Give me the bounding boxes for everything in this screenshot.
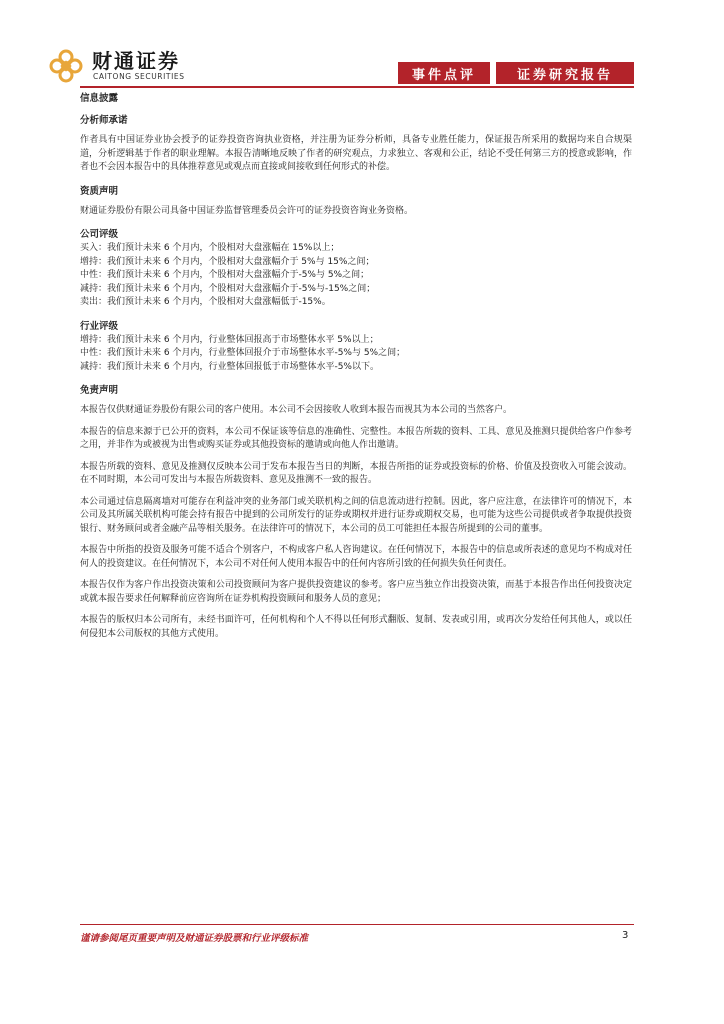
- company-rating-item: 增持：我们预计未来 6 个月内，个股相对大盘涨幅介于 5%与 15%之间；: [80, 256, 375, 267]
- disclaimer-paragraph: 本报告仅作为客户作出投资决策和公司投资顾问为客户提供投资建议的参考。客户应当独立作出投资决策，而基于本报告作出任何投资决定或就本报告要求任何解释前应咨询所在证券机构投资顾问和服务人员的意见；: [80, 580, 632, 604]
- header-divider: [80, 86, 634, 88]
- page-header: [0, 0, 724, 92]
- disclaimer-paragraph: 本报告的信息来源于已公开的资料，本公司不保证该等信息的准确性、完整性。本报告所载的资料、工具、意见及推测只提供给客户作参考之用，并非作为或被视为出售或购买证券或其他投资标的邀请或向他人作出邀请。: [80, 426, 632, 450]
- footer-divider: [80, 924, 634, 925]
- disclaimer-paragraph: 本公司通过信息隔离墙对可能存在利益冲突的业务部门或关联机构之间的信息流动进行控制。因此，客户应注意，在法律许可的情况下，本公司及其所属关联机构可能会持有报告中提到的公司所发行的证券或期权并进行证券或期权交易，也可能为这些公司提供或者争取提供投资银行、财务顾问或者金融产品等相关服务。在法律许可的情况下，本公司的员工可能担任本报告所提到的公司的董事。: [80, 496, 632, 534]
- qualification-text: 财通证券股份有限公司具备中国证券监督管理委员会许可的证券投资咨询业务资格。: [80, 205, 414, 216]
- disclaimer-paragraph: 本报告的版权归本公司所有，未经书面许可，任何机构和个人不得以任何形式翻版、复制、发表或引用，或再次分发给任何其他人，或以任何侵犯本公司版权的其他方式使用。: [80, 615, 632, 639]
- disclaimer-paragraph: 本报告中所指的投资及服务可能不适合个别客户，不构成客户私人咨询建议。在任何情况下，本报告中的信息或所表述的意见均不构成对任何人的投资建议。在任何情况下，本公司不对任何人使用本报告中的任何内容所引致的任何损失负任何责任。: [80, 545, 632, 569]
- logo-english-name: CAITONG SECURITIES: [93, 72, 185, 81]
- company-rating-heading: 公司评级: [80, 229, 119, 240]
- page-number: 3: [622, 930, 629, 941]
- industry-rating-item: 增持：我们预计未来 6 个月内，行业整体回报高于市场整体水平 5%以上；: [80, 334, 379, 345]
- disclosure-heading: 信息披露: [80, 93, 119, 104]
- disclaimer-paragraph: 本报告所载的资料、意见及推测仅反映本公司于发布本报告当日的判断，本报告所指的证券或投资标的价格、价值及投资收入可能会波动。在不同时期，本公司可发出与本报告所载资料、意见及推测不一致的报告。: [80, 461, 632, 485]
- disclaimer-heading: 免责声明: [80, 385, 119, 396]
- report-category-tag: 证券研究报告: [496, 62, 634, 84]
- analyst-commitment-heading: 分析师承诺: [80, 115, 128, 126]
- footer-note: 谨请参阅尾页重要声明及财通证券股票和行业评级标准: [80, 933, 309, 944]
- company-rating-item: 中性：我们预计未来 6 个月内，个股相对大盘涨幅介于-5%与 5%之间；: [80, 270, 370, 280]
- company-rating-item: 卖出：我们预计未来 6 个月内，个股相对大盘涨幅低于-15%。: [80, 297, 331, 307]
- qualification-heading: 资质声明: [80, 185, 119, 197]
- disclaimer-paragraph: 本报告仅供财通证券股份有限公司的客户使用。本公司不会因接收人收到本报告而视其为本公司的当然客户。: [80, 405, 513, 415]
- industry-rating-heading: 行业评级: [80, 320, 119, 332]
- disclosure-content: [80, 92, 632, 641]
- logo-chinese-name: 财通证券: [92, 49, 180, 73]
- analyst-commitment-text: 作者具有中国证券业协会授予的证券投资咨询执业资格，并注册为证券分析师，具备专业胜任能力，保证报告所采用的数据均来自合规渠道，分析逻辑基于作者的职业理解。本报告清晰地反映了作者的研究观点，力求独立、客观和公正，结论不受任何第三方的授意或影响，作者也不会因本报告中的具体推荐意见或观点而直接或间接收到任何形式的补偿。: [80, 135, 632, 172]
- company-rating-item: 买入：我们预计未来 6 个月内，个股相对大盘涨幅在 15%以上；: [80, 243, 340, 253]
- caitong-logo-icon: [48, 48, 84, 84]
- report-type-tag: 事件点评: [398, 62, 490, 84]
- industry-rating-item: 中性：我们预计未来 6 个月内，行业整体回报介于市场整体水平-5%与 5%之间；: [80, 348, 406, 358]
- company-rating-item: 减持：我们预计未来 6 个月内，个股相对大盘涨幅介于-5%与-15%之间；: [80, 283, 376, 294]
- industry-rating-item: 减持：我们预计未来 6 个月内，行业整体回报低于市场整体水平-5%以下。: [80, 361, 379, 372]
